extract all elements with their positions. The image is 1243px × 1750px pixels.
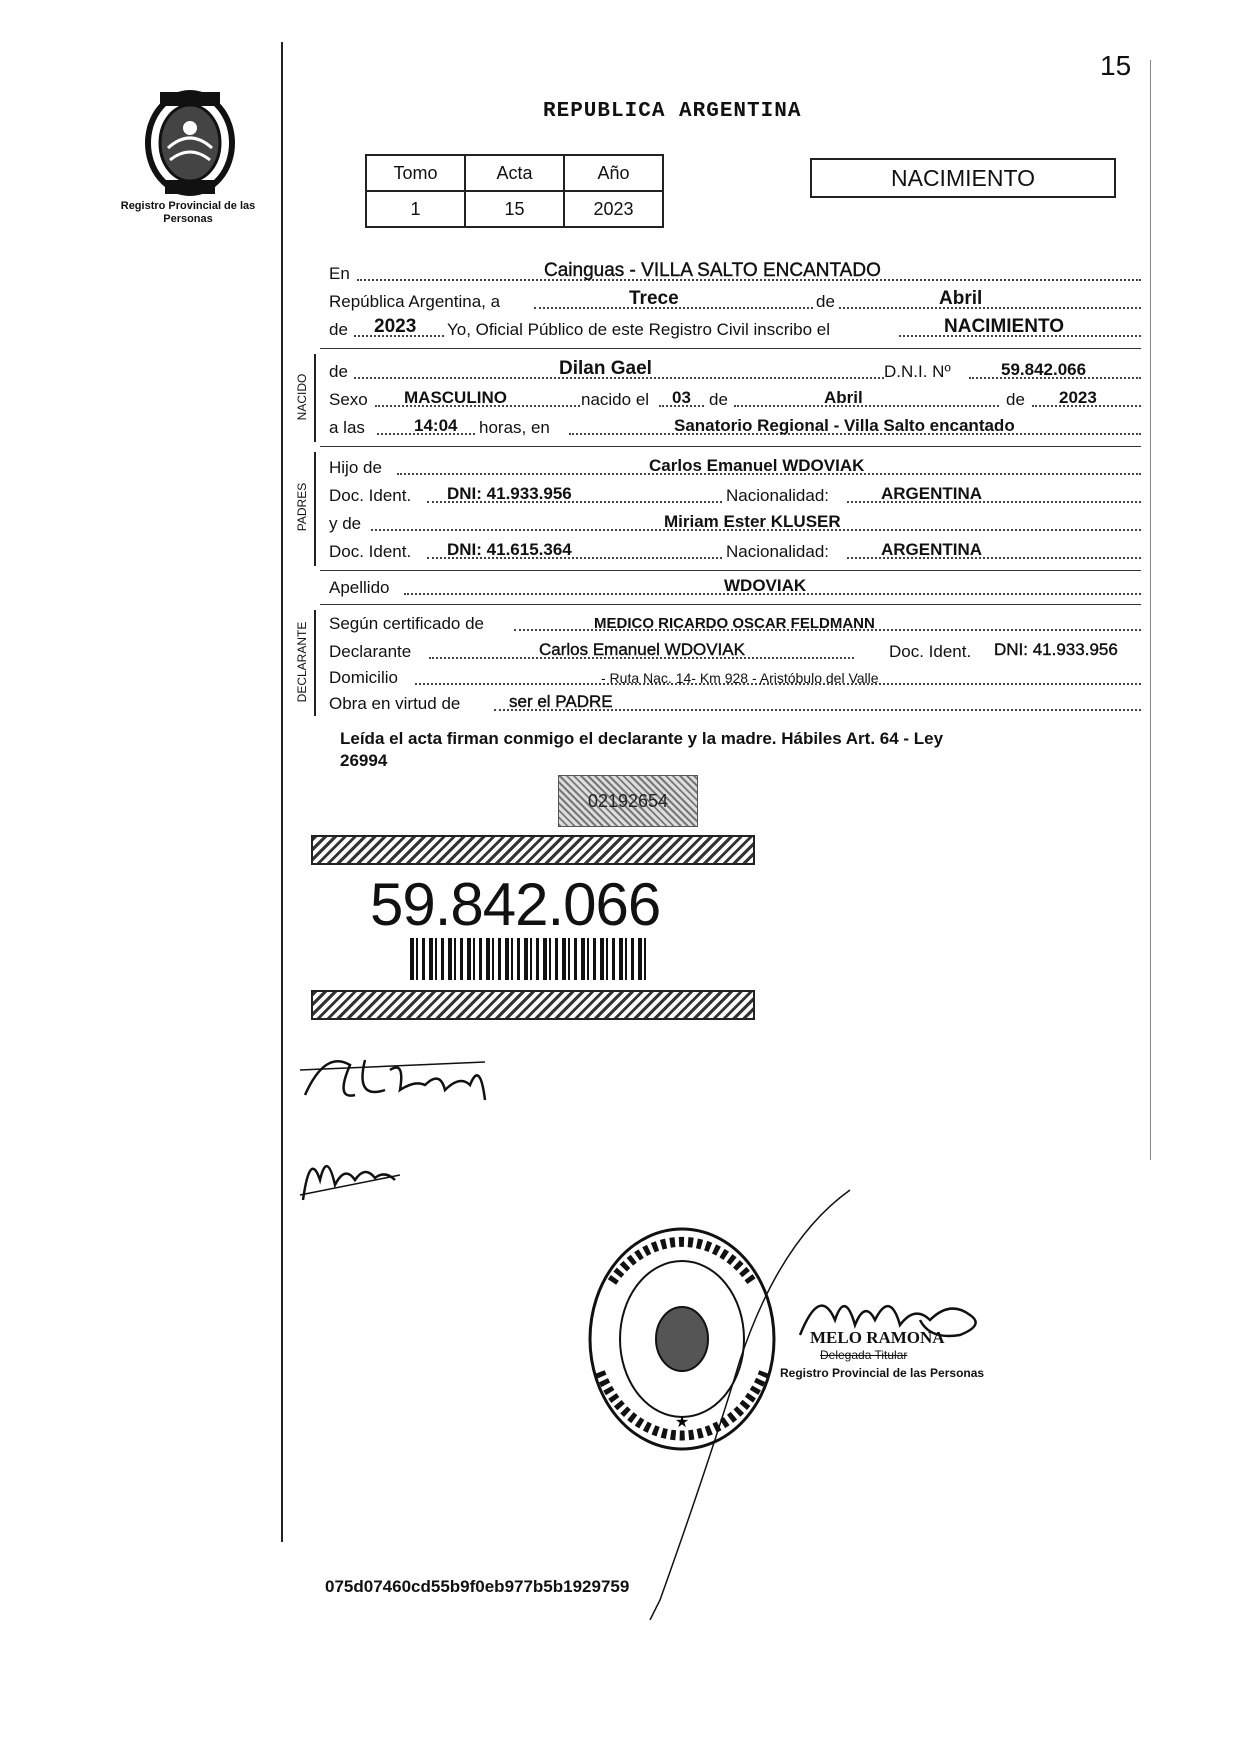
value-dia-acta: Trece	[629, 288, 679, 309]
label-a-las: a las	[329, 418, 365, 437]
row-hora-lugar	[329, 414, 1141, 438]
value-lugar: Cainguas - VILLA SALTO ENCANTADO	[544, 260, 881, 281]
closing-line-2: 26994	[340, 751, 388, 770]
value-mes-acta: Abril	[939, 288, 983, 309]
row-certificado	[329, 610, 1141, 634]
label-doc-declarante: Doc. Ident.	[889, 642, 972, 661]
value-lugar-nac: Sanatorio Regional - Villa Salto encantado	[674, 416, 1015, 435]
left-margin-line	[281, 42, 283, 1542]
value-padre: Carlos Emanuel WDOVIAK	[649, 456, 865, 475]
value-inscribe: NACIMIENTO	[944, 316, 1064, 337]
document-hash: 075d07460cd55b9f0eb977b5b1929759	[325, 1577, 630, 1596]
label-de-anio: de	[329, 320, 348, 339]
value-sexo: MASCULINO	[404, 388, 507, 407]
value-obra: ser el PADRE	[509, 692, 613, 711]
control-stamp: 02192654	[558, 775, 698, 827]
row-apellido	[329, 574, 1141, 598]
label-nacido-el: nacido el	[581, 390, 650, 409]
value-dni: 59.842.066	[1001, 360, 1087, 379]
label-dni: D.N.I. Nº	[884, 362, 951, 381]
label-republica: República Argentina, a	[329, 292, 501, 311]
section-label-padres: PADRES	[295, 482, 309, 532]
row-inscribe	[329, 316, 1141, 340]
label-de-mes: de	[709, 390, 728, 409]
organization-name: Registro Provincial de las Personas	[120, 200, 256, 225]
mother-signature-icon	[295, 1140, 405, 1210]
value-padre-nac: ARGENTINA	[881, 484, 983, 503]
value-madre-nac: ARGENTINA	[881, 540, 983, 559]
label-doc-madre: Doc. Ident.	[329, 542, 412, 561]
section-label-nacido: NACIDO	[295, 373, 309, 421]
row-lugar	[329, 260, 1141, 284]
act-type-box: NACIMIENTO	[810, 158, 1116, 198]
row-madre-doc	[329, 538, 1141, 562]
row-padre-doc	[329, 482, 1141, 506]
father-signature-icon	[295, 1040, 495, 1120]
row-fecha-acta	[329, 288, 1141, 312]
dni-large-number: 59.842.066	[370, 871, 661, 938]
padres-bracket	[314, 452, 316, 566]
section-label-declarante: DECLARANTE	[295, 621, 309, 703]
record-header-tomo: Tomo	[366, 155, 465, 191]
dni-barcode	[410, 938, 650, 980]
security-band-bottom	[311, 990, 755, 1020]
closing-statement	[340, 728, 1120, 772]
row-declarante	[329, 638, 1141, 662]
label-de: de	[816, 292, 835, 311]
svg-text:★: ★	[674, 1412, 690, 1431]
value-certificado: MEDICO RICARDO OSCAR FELDMANN	[594, 615, 875, 632]
value-madre-doc: DNI: 41.615.364	[447, 540, 572, 559]
label-en: En	[329, 264, 350, 283]
declarante-bracket	[314, 610, 316, 716]
value-domicilio: - Ruta Nac. 14- Km 928 - Aristóbulo del Valle	[601, 670, 879, 686]
signature-stroke-icon	[600, 1180, 860, 1620]
value-dia-nac: 03	[672, 388, 691, 407]
row-sexo-fecha	[329, 386, 1141, 410]
right-margin-line	[1150, 60, 1151, 1160]
official-name: MELO RAMONA	[810, 1328, 945, 1347]
divider-apellido-top	[320, 570, 1141, 571]
label-nacionalidad-padre: Nacionalidad:	[726, 486, 830, 505]
record-table	[365, 154, 664, 228]
security-band-top	[311, 835, 755, 865]
value-madre: Miriam Ester KLUSER	[664, 512, 841, 531]
value-anio-acta: 2023	[374, 316, 417, 337]
divider-declarante-top	[320, 604, 1141, 605]
label-obra: Obra en virtud de	[329, 694, 461, 713]
label-hijo-de: Hijo de	[329, 458, 382, 477]
value-padre-doc: DNI: 41.933.956	[447, 484, 572, 503]
row-padre	[329, 454, 1141, 478]
record-header-acta: Acta	[465, 155, 564, 191]
value-mes-nac: Abril	[824, 388, 863, 407]
record-header-anio: Año	[564, 155, 663, 191]
label-sexo: Sexo	[329, 390, 368, 409]
label-apellido: Apellido	[329, 578, 390, 597]
record-value-acta: 15	[465, 191, 564, 227]
label-de-anio-nac: de	[1006, 390, 1025, 409]
document-title: REPUBLICA ARGENTINA	[543, 100, 802, 123]
value-hora: 14:04	[414, 416, 458, 435]
label-nacionalidad-madre: Nacionalidad:	[726, 542, 830, 561]
record-value-anio: 2023	[564, 191, 663, 227]
row-madre	[329, 510, 1141, 534]
row-domicilio	[329, 664, 1141, 688]
row-nombre	[329, 358, 1141, 382]
label-doc-padre: Doc. Ident.	[329, 486, 412, 505]
province-seal-icon	[140, 88, 240, 198]
closing-line-1: Leída el acta firman conmigo el declarante y la madre. Hábiles Art. 64 - Ley	[340, 729, 944, 748]
row-obra	[329, 690, 1141, 714]
value-declarante: Carlos Emanuel WDOVIAK	[539, 640, 745, 659]
label-certificado: Según certificado de	[329, 614, 484, 633]
divider-nacido-top	[320, 348, 1141, 349]
label-domicilio: Domicilio	[329, 668, 398, 687]
label-de-nombre: de	[329, 362, 348, 381]
page-number: 15	[1100, 50, 1132, 81]
label-y-de: y de	[329, 514, 362, 533]
record-value-tomo: 1	[366, 191, 465, 227]
label-oficial: Yo, Oficial Público de este Registro Civil inscribo el	[447, 320, 830, 339]
nacido-bracket	[314, 354, 316, 442]
label-horas-en: horas, en	[479, 418, 550, 437]
divider-padres-top	[320, 446, 1141, 447]
label-declarante: Declarante	[329, 642, 412, 661]
value-apellido: WDOVIAK	[724, 576, 807, 595]
value-nombre: Dilan Gael	[559, 358, 652, 379]
official-role: Delegada Titular	[820, 1348, 908, 1362]
official-organization: Registro Provincial de las Personas	[780, 1366, 985, 1380]
value-anio-nac: 2023	[1059, 388, 1097, 407]
value-doc-declarante: DNI: 41.933.956	[994, 640, 1118, 659]
